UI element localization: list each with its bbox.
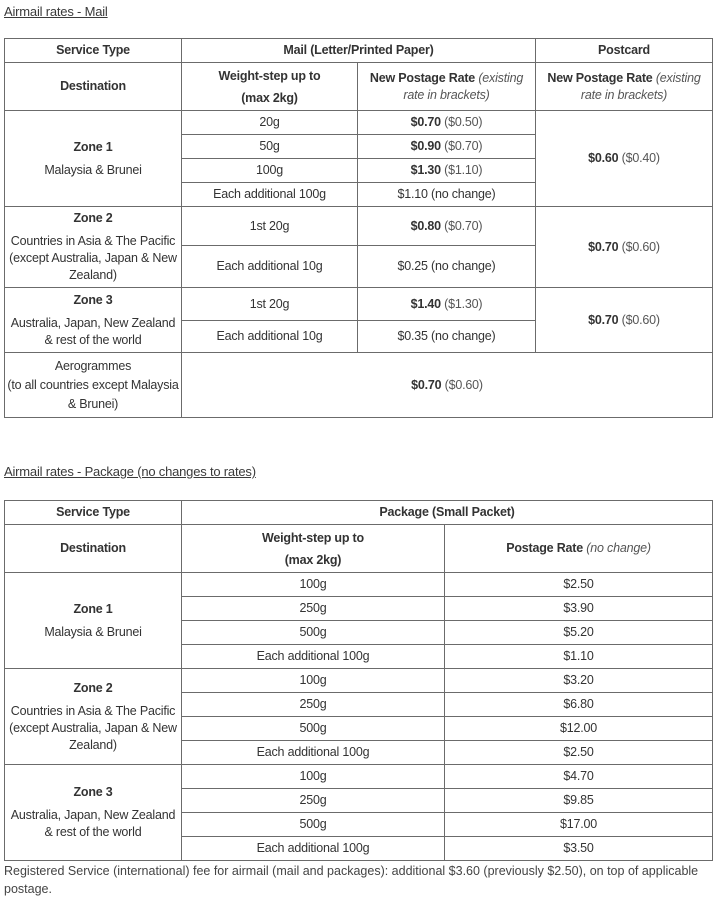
aerogrammes-name: Aerogrammes [54,358,132,373]
old-rate: ($0.50) [444,115,483,129]
weight-cell: Each additional 100g [182,183,358,207]
weight-cell: Each additional 10g [182,321,358,353]
rate-cell: $12.00 [445,717,713,741]
mail-group-header: Mail (Letter/Printed Paper) [182,39,536,63]
weight-cell: 500g [182,717,445,741]
new-rate: $0.70 [410,115,441,129]
postcard-rate-label: New Postage Rate [547,70,653,85]
rate-cell: $0.35 (no change) [358,321,536,353]
mail-header-row-1 [5,39,713,63]
weight-step-header [182,525,445,573]
rate-cell: $4.70 [445,765,713,789]
weight-cell: 100g [182,159,358,183]
service-type-header: Service Type [5,39,182,63]
weight-cell: Each additional 10g [182,246,358,288]
rate-cell: $1.10 (no change) [358,183,536,207]
weight-cell: 1st 20g [182,207,358,246]
mail-row [5,207,713,246]
rate-cell: $9.85 [445,789,713,813]
weight-max-label: (max 2kg) [284,552,342,567]
rate-note: (existing rate in brackets) [403,70,524,102]
zone-desc: Australia, Japan, New Zealand & rest of the world [10,315,176,347]
zone-name: Zone 1 [73,601,113,616]
rate-cell: $3.90 [445,597,713,621]
rate-cell: $6.80 [445,693,713,717]
aerogrammes-desc: (to all countries except Malaysia & Brunei) [7,377,179,411]
zone-desc: Countries in Asia & The Pacific (except Australia, Japan & New Zealand) [9,234,177,282]
rate-cell: $2.50 [445,741,713,765]
old-rate: ($0.70) [444,139,483,153]
postcard-old-rate: ($0.60) [621,312,660,327]
new-rate: $0.90 [410,139,441,153]
aerogrammes-rate-cell [182,353,713,418]
zone-desc: Malaysia & Brunei [44,624,142,639]
rate-cell [358,135,536,159]
zone-name: Zone 2 [73,211,113,225]
postcard-rate-note: (existing rate in brackets) [580,70,701,102]
weight-cell: 1st 20g [182,288,358,321]
weight-step-label: Weight-step up to [218,68,321,83]
rate-cell: $5.20 [445,621,713,645]
weight-cell: 250g [182,789,445,813]
zone-name: Zone 3 [73,292,113,307]
zone-cell [5,111,182,207]
weight-cell: Each additional 100g [182,837,445,861]
package-row [5,765,713,789]
mail-section-title[interactable]: Airmail rates - Mail [4,4,108,19]
package-body [5,573,713,861]
package-section-title[interactable]: Airmail rates - Package (no changes to rates) [4,464,256,479]
zone-cell [5,288,182,353]
zone-cell [5,765,182,861]
mail-rate-header [358,63,536,111]
rate-cell [358,288,536,321]
old-rate: ($1.30) [444,296,483,311]
new-rate: $1.30 [410,163,441,177]
weight-cell: 50g [182,135,358,159]
weight-cell: 100g [182,765,445,789]
mail-row [5,288,713,321]
package-header-row-1 [5,501,713,525]
new-rate: $0.80 [410,218,441,233]
weight-cell: 500g [182,621,445,645]
aerogrammes-old-rate: ($0.60) [444,377,483,392]
weight-cell: 100g [182,573,445,597]
mail-rates-table [4,38,713,418]
zone-cell [5,669,182,765]
rate-cell: $17.00 [445,813,713,837]
weight-step-label: Weight-step up to [262,530,364,545]
package-group-header: Package (Small Packet) [182,501,713,525]
zone-desc: Countries in Asia & The Pacific (except Australia, Japan & New Zealand) [9,703,177,752]
weight-cell: 500g [182,813,445,837]
rate-cell: $1.10 [445,645,713,669]
destination-header: Destination [5,63,182,111]
weight-cell: 250g [182,597,445,621]
postcard-rate-header [536,63,713,111]
rate-label: Postage Rate [506,541,583,555]
zone-desc: Australia, Japan, New Zealand & rest of the world [10,808,176,839]
old-rate: ($0.70) [444,218,483,233]
postcard-rate-cell [536,111,713,207]
package-rate-header [445,525,713,573]
rate-cell: $0.25 (no change) [358,246,536,288]
postcard-new-rate: $0.70 [588,312,619,327]
weight-cell: Each additional 100g [182,645,445,669]
postcard-rate-cell [536,207,713,288]
new-rate: $1.40 [410,296,441,311]
mail-header-row-2 [5,63,713,111]
destination-header: Destination [5,525,182,573]
old-rate: ($1.10) [444,163,483,177]
zone-desc: Malaysia & Brunei [44,162,142,177]
package-header-row-2 [5,525,713,573]
zone-name: Zone 1 [73,139,113,154]
postcard-new-rate: $0.60 [588,151,619,165]
service-type-header: Service Type [5,501,182,525]
rate-cell [358,207,536,246]
aerogrammes-new-rate: $0.70 [411,377,442,392]
package-row [5,669,713,693]
rate-cell: $2.50 [445,573,713,597]
postcard-new-rate: $0.70 [588,239,619,254]
rate-note: (no change) [586,541,651,555]
postcard-old-rate: ($0.40) [621,151,660,165]
weight-cell: 20g [182,111,358,135]
weight-cell: 100g [182,669,445,693]
rate-cell: $3.50 [445,837,713,861]
rate-label: New Postage Rate [369,70,476,85]
aerogrammes-cell [5,353,182,418]
weight-cell: 250g [182,693,445,717]
package-rates-table [4,500,713,861]
registered-service-note: Registered Service (international) fee for airmail (mail and packages): additional $3.60 (previously $2.50), on top of applicable postage. [4,864,699,896]
zone-cell [5,573,182,669]
postcard-group-header: Postcard [536,39,713,63]
postcard-old-rate: ($0.60) [621,239,660,254]
rate-cell [358,111,536,135]
weight-max-label: (max 2kg) [241,90,298,105]
aerogrammes-row [5,353,713,418]
zone-name: Zone 2 [73,680,113,695]
weight-cell: Each additional 100g [182,741,445,765]
zone-name: Zone 3 [73,785,113,799]
rate-cell: $3.20 [445,669,713,693]
zone-cell [5,207,182,288]
postcard-rate-cell [536,288,713,353]
rate-cell [358,159,536,183]
mail-row [5,111,713,135]
weight-step-header [182,63,358,111]
package-row [5,573,713,597]
